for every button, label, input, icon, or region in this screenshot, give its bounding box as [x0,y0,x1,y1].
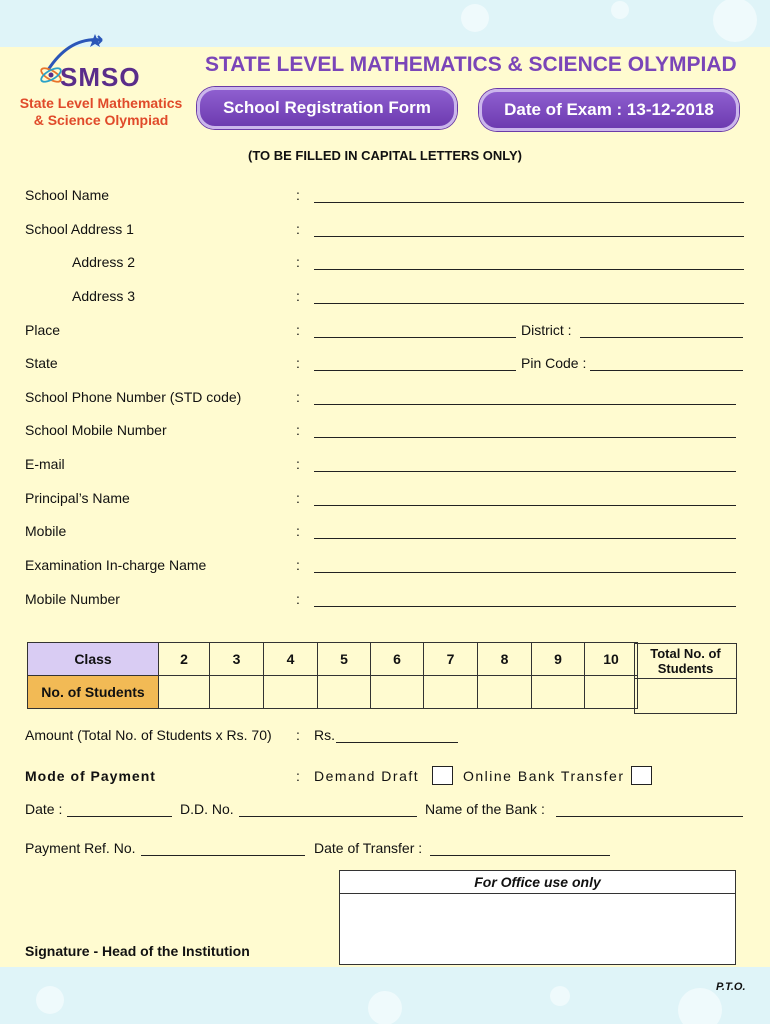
page-title: STATE LEVEL MATHEMATICS & SCIENCE OLYMPIAD [205,53,737,76]
class-cell: 4 [264,643,318,676]
students-count-input[interactable] [159,676,210,709]
field-input[interactable] [314,404,736,405]
bank-name-input[interactable] [556,816,743,817]
total-label-line-1: Total No. of [650,646,721,661]
total-students-header [635,644,736,679]
field-label: Place [25,322,61,338]
field-colon: : [296,288,300,304]
logo-subtitle-line-1: State Level Mathematics [19,95,183,111]
students-row [28,676,638,709]
field-colon: : [296,221,300,237]
field-colon: : [296,557,300,573]
students-count-input[interactable] [532,676,585,709]
form-label-badge: School Registration Form [197,87,457,129]
payment-ref-input[interactable] [141,855,305,856]
field-label: School Phone Number (STD code) [25,389,242,405]
field-label: School Address 1 [25,221,134,237]
transfer-date-input[interactable] [430,855,610,856]
field-input[interactable] [314,303,744,304]
field-extra-label: District : [521,322,572,338]
payment-ref-label: Payment Ref. No. [25,840,136,856]
logo-subtitle [12,95,190,129]
field-colon: : [296,523,300,539]
field-label: State [25,355,58,371]
field-extra-input[interactable] [590,370,743,371]
class-cell: 2 [159,643,210,676]
class-header-cell: Class [28,643,159,676]
rs-label: Rs. [314,727,335,743]
field-colon: : [296,490,300,506]
payment-colon: : [296,768,300,784]
students-count-input[interactable] [371,676,424,709]
field-label: Address 3 [72,288,136,304]
class-students-table [27,642,638,709]
field-input[interactable] [314,572,736,573]
office-use-label: For Office use only [340,871,735,894]
field-label: Mobile Number [25,591,120,607]
field-colon: : [296,422,300,438]
class-cell: 9 [532,643,585,676]
class-cell: 7 [424,643,478,676]
demand-draft-checkbox[interactable] [432,766,453,785]
field-input[interactable] [314,236,744,237]
students-count-input[interactable] [478,676,532,709]
logo-text: SMSO [60,62,141,92]
payment-mode-label: Mode of Payment [25,768,156,784]
field-input[interactable] [314,606,736,607]
class-cell: 10 [585,643,638,676]
students-header-cell: No. of Students [28,676,159,709]
amount-label: Amount (Total No. of Students x Rs. 70) [25,727,272,743]
field-input[interactable] [314,505,736,506]
field-input[interactable] [314,538,736,539]
students-count-input[interactable] [210,676,264,709]
class-cell: 3 [210,643,264,676]
field-input[interactable] [314,269,744,270]
dd-number-label: D.D. No. [180,801,234,817]
amount-input[interactable] [336,742,458,743]
exam-date-badge: Date of Exam : 13-12-2018 [479,89,739,131]
field-label: Address 2 [72,254,136,270]
field-colon: : [296,254,300,270]
field-colon: : [296,389,300,405]
class-cell: 8 [478,643,532,676]
field-colon: : [296,322,300,338]
dd-date-label: Date : [25,801,63,817]
dd-number-input[interactable] [239,816,417,817]
field-input[interactable] [314,370,516,371]
field-colon: : [296,456,300,472]
form-sheet [0,47,770,967]
pto-label: P.T.O. [716,981,746,993]
field-colon: : [296,187,300,203]
capital-letters-note: (TO BE FILLED IN CAPITAL LETTERS ONLY) [248,148,522,163]
students-count-input[interactable] [264,676,318,709]
students-count-input[interactable] [585,676,638,709]
dd-date-input[interactable] [67,816,172,817]
field-colon: : [296,591,300,607]
class-cell: 5 [318,643,371,676]
bank-name-label: Name of the Bank : [425,801,545,817]
field-label: Examination In-charge Name [25,557,207,573]
class-cell: 6 [371,643,424,676]
field-label: School Name [25,187,110,203]
transfer-date-label: Date of Transfer : [314,840,423,856]
field-label: Mobile [25,523,67,539]
field-colon: : [296,355,300,371]
amount-colon: : [296,727,300,743]
field-input[interactable] [314,471,736,472]
office-use-box [339,870,736,965]
students-count-input[interactable] [424,676,478,709]
logo-subtitle-line-2: & Science Olympiad [33,112,169,128]
total-students-input[interactable] [635,679,736,713]
students-count-input[interactable] [318,676,371,709]
field-input[interactable] [314,202,744,203]
online-transfer-checkbox[interactable] [631,766,652,785]
field-extra-input[interactable] [580,337,743,338]
field-label: Principal’s Name [25,490,130,506]
total-label-line-2: Students [657,661,714,676]
class-row [28,643,638,676]
field-extra-label: Pin Code : [521,355,587,371]
total-students-box [634,643,737,714]
online-transfer-label: Online Bank Transfer [463,768,625,784]
demand-draft-label: Demand Draft [314,768,420,784]
field-label: E-mail [25,456,65,472]
signature-label: Signature - Head of the Institution [25,943,250,959]
field-input[interactable] [314,337,516,338]
field-label: School Mobile Number [25,422,167,438]
field-input[interactable] [314,437,736,438]
